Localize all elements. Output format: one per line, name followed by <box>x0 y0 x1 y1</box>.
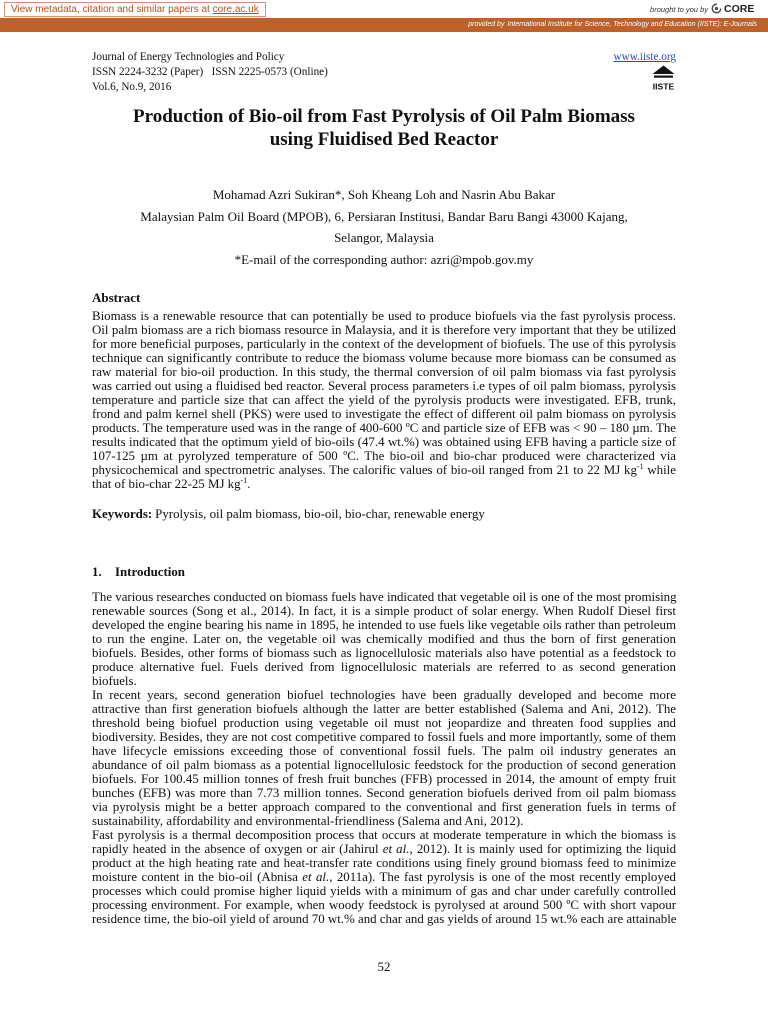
intro-line: attractive than first generation biofuels although the latter are better established (Salema and Ani, 2012). The <box>92 702 676 716</box>
affiliation-line: Malaysian Palm Oil Board (MPOB), 6, Persiaran Institusi, Bandar Baru Bangi 43000 Kajang, <box>140 208 628 224</box>
provider-name: International Institute for Science, Technology and Education (IISTE): E-Journals <box>507 21 757 28</box>
abstract-line: temperature and particle size that can affect the yield of the pyrolysis products were investigated. EFB, trunk, <box>92 393 676 407</box>
intro-paragraph <box>92 828 676 926</box>
abstract-text <box>92 309 676 491</box>
abstract-line: technique can significantly contribute to reduce the biomass volume because more biomass can be consumed as <box>92 351 676 365</box>
iiste-logo <box>651 64 676 93</box>
journal-header <box>92 50 328 95</box>
intro-line: rapidly heated in the absence of oxygen or air (Jahirul et al., 2012). It is mainly used for optimizing the liquid <box>92 842 677 856</box>
journal-issn: ISSN 2224-3232 (Paper) ISSN 2225-0573 (Online) <box>92 66 328 78</box>
intro-line: residence time, the bio-oil yield of around 70 wt.% and char and gas yields of around 15 wt.% each are attainable <box>92 912 677 926</box>
core-logo-icon[interactable] <box>711 3 722 14</box>
abstract-heading: Abstract <box>92 290 141 305</box>
intro-line: processes which could promise higher liquid yields with a minimum of gas and char under carefully controlled <box>92 884 676 898</box>
abstract-line: 107-125 µm at pyrolyzed temperature of 500 ºC. The bio-oil and bio-char produced were characterized via <box>92 449 676 463</box>
superscript: -1 <box>240 476 248 485</box>
title-line: Production of Bio-oil from Fast Pyrolysis of Oil Palm Biomass <box>133 106 635 127</box>
provided-by-prefix: provided by <box>468 21 505 28</box>
title-line: using Fluidised Bed Reactor <box>269 129 499 150</box>
abstract-line: Oil palm biomass are a rich biomass resource in Malaysia, and it is therefore very important that they be utilized <box>92 323 676 337</box>
intro-line: processing environment. For example, when woody feedstock is pyrolysed at around 500 ºC with short vapour <box>92 898 676 912</box>
provided-by-text <box>468 20 757 30</box>
intro-line: The various researches conducted on biomass fuels have indicated that vegetable oil is one of the most promising <box>92 590 677 604</box>
abstract-line: was carried out using a fluidised bed reactor. Several process parameters i.e types of oil palm biomass, pyrolysis <box>92 379 676 393</box>
introduction-body <box>92 590 676 926</box>
author-block <box>0 184 768 270</box>
intro-line: have lifecycle emissions exceeding those of conventional fossil fuels. The palm oil industry generates an <box>92 744 676 758</box>
intro-line: via pyrolysis might be a better approach compared to the conventional and first generation fuels in terms of <box>92 800 676 814</box>
intro-line: produce alternative fuel. Fuels derived from lignocellulosic materials are referred to as second generation <box>92 660 676 674</box>
intro-paragraph <box>92 590 676 688</box>
intro-line: abundance of oil palm biomass as a potential lignocellulosic feedstock for the production of second generation <box>92 758 676 772</box>
abstract-line: that of bio-char 22-25 MJ $kg^{-1}$. <box>92 476 251 491</box>
section-number: 1. <box>92 565 102 579</box>
logo-roof-shape <box>653 66 675 75</box>
superscript: -1 <box>636 462 644 471</box>
core-logo-dot <box>715 7 718 10</box>
section-title: Introduction <box>115 565 185 579</box>
logo-text: IISTE <box>652 81 675 92</box>
intro-line: biofuels. <box>92 674 137 688</box>
abstract-line: for more beneficial purposes, particularly in the context of the development of biofuels. The use of this pyrolysis <box>92 337 676 351</box>
abstract-line: raw material for bio-oil production. In this study, the thermal conversion of oil palm biomass via fast pyrolysis <box>92 365 676 379</box>
intro-line: biofuels. Besides, other forms of biomass such as lignocellulosic materials also have potential as a feedstock to <box>92 646 676 660</box>
logo-bar-shape <box>654 76 673 78</box>
abstract-line: Biomass is a renewable resource that can potentially be used to produce biofuels via the fast pyrolysis process. <box>92 309 676 323</box>
corresponding-email: *E-mail of the corresponding author: azri@mpob.gov.my <box>234 251 534 267</box>
paper-title <box>0 105 768 151</box>
section-heading-introduction <box>92 565 185 579</box>
core-link-text[interactable]: core.ac.uk <box>212 4 259 15</box>
core-name[interactable]: CORE <box>724 3 755 15</box>
keywords-text: Pyrolysis, oil palm biomass, bio-oil, bio-char, renewable energy <box>155 507 485 521</box>
intro-line: bunches (EFB) was more than 7.73 million tonnes. Second generation biofuels derived from oil palm biomass <box>92 786 676 800</box>
abstract-line: results indicated that the optimum yield of bio-oils (47.4 wt.%) was obtained using EFB having a particle size of <box>92 435 676 449</box>
abstract-line: frond and palm kernel shell (PKS) were used to investigate the effect of different oil palm biomass on pyrolysis <box>92 407 676 421</box>
italic-text: et al. <box>302 870 330 884</box>
core-metadata-link[interactable] <box>4 2 266 17</box>
intro-paragraph <box>92 688 676 828</box>
journal-volume: Vol.6, No.9, 2016 <box>92 81 172 93</box>
journal-website-link[interactable]: www.iiste.org <box>613 51 676 63</box>
abstract-line: products. The temperature used was in the range of 400-600 ºC and particle size of EFB was < 90 – 180 µm. The <box>92 421 676 435</box>
italic-text: et al. <box>382 842 410 856</box>
intro-line: biofuels. For 100.45 million tonnes of fresh fruit bunches (FFB) processed in 2014, the amount of empty fruit <box>92 772 676 786</box>
core-banner <box>0 0 768 18</box>
keywords <box>92 507 485 521</box>
intro-line: Fast pyrolysis is a thermal decomposition process that occurs at moderate temperature in which the biomass is <box>92 828 676 842</box>
intro-line: In recent years, second generation biofuel technologies have been gradually developed and become more <box>92 688 676 702</box>
keywords-label: Keywords: <box>92 507 153 521</box>
journal-name: Journal of Energy Technologies and Policy <box>92 51 285 63</box>
intro-line: developed the engine bearing his name in 1895, he intended to use fuels like vegetable oils rather than petroleum <box>92 618 676 632</box>
page-number: 52 <box>377 960 391 974</box>
intro-line: renewable sources (Song et al., 2014). In fact, it is a simple product of solar energy. When Rudolf Diesel first <box>92 604 676 618</box>
intro-line: to run the engine. Later on, the vegetable oil was chemically modified and thus the born of first generation <box>92 632 676 646</box>
brought-by-text: brought to you by <box>650 5 708 14</box>
intro-line: moisture content in the bio-oil (Abnisa et al., 2011a). The fast pyrolysis is one of the most recently employed <box>92 870 676 884</box>
author-names: Mohamad Azri Sukiran*, Soh Kheang Loh and Nasrin Abu Bakar <box>212 187 556 202</box>
core-link-prefix: View metadata, citation and similar papers at <box>11 4 213 15</box>
core-provider-bar <box>0 18 768 32</box>
intro-line: biodiversity. Besides, they are not cost competitive compared to fossil fuels and more importantly, some of them <box>92 730 676 744</box>
intro-line: product at the high heating rate and heat-transfer rate conditions using finely ground biomass feed to minimize <box>92 856 676 870</box>
abstract-line: physicochemical and spectrometric analyses. The calorific values of bio-oil ranged from 21 to 22 MJ $kg^{-1}$ while <box>92 462 676 477</box>
intro-line: sustainability, affordability and environmental-friendliness (Salema and Ani, 2012). <box>92 814 524 828</box>
affiliation-line: Selangor, Malaysia <box>334 230 434 245</box>
intro-line: threshold being biofuel production using vegetable oil must not jeopardize and threaten food supplies and <box>92 716 676 730</box>
